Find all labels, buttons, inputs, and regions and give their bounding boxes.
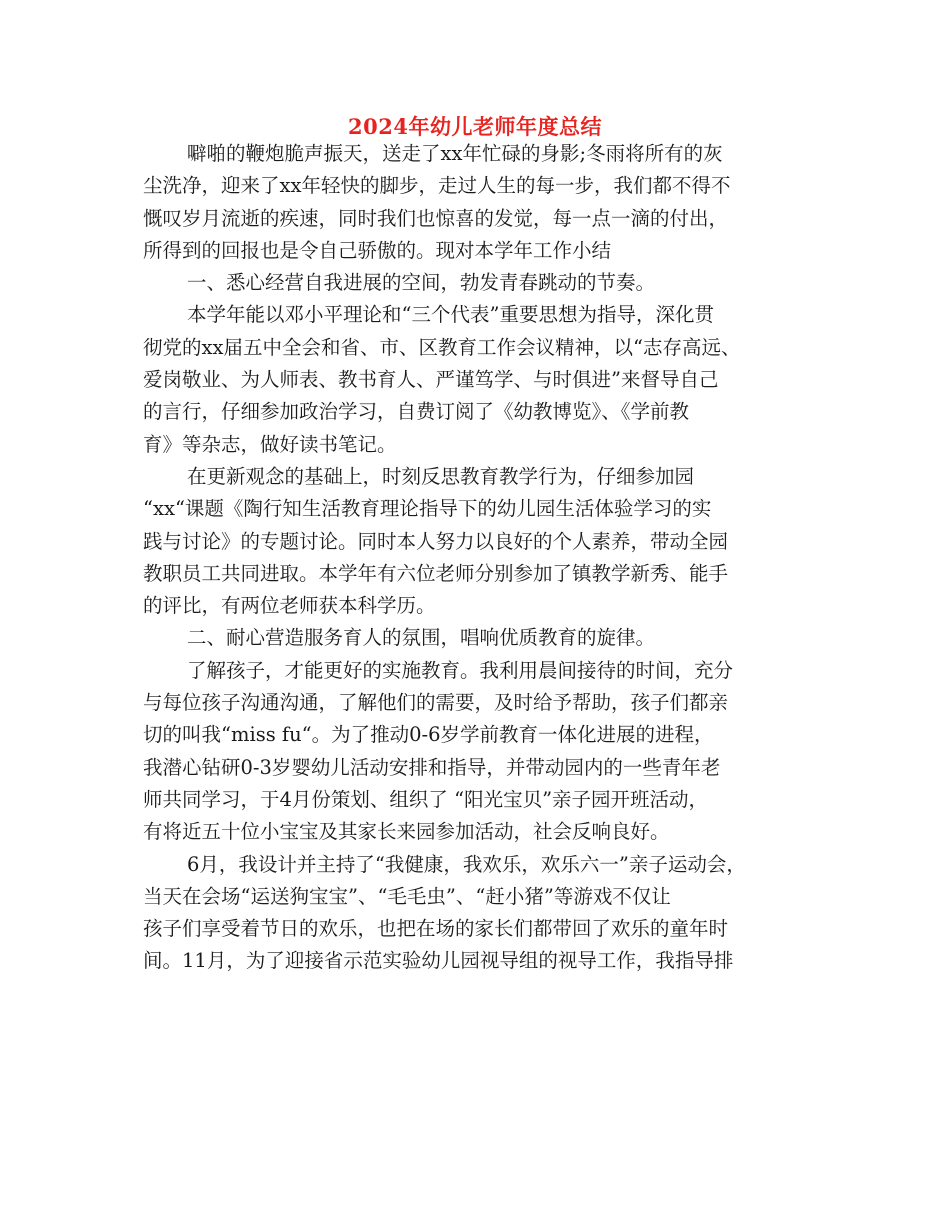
text-line: 教职员工共同进取。本学年有六位老师分别参加了镇教学新秀、能手 (143, 561, 729, 585)
text-line: 彻党的xx届五中全会和省、市、区教育工作会议精神，以“志存高远、 (143, 335, 741, 359)
text-line: 爱岗敬业、为人师表、教书育人、严谨笃学、与时俱进”来督导自己 (143, 368, 719, 392)
text-line: 6月，我设计并主持了“我健康，我欢乐，欢乐六一”亲子运动会， (187, 852, 746, 876)
text-line: 的评比，有两位老师获本科学历。 (143, 594, 436, 618)
text-line: 噼啪的鞭炮脆声振天，送走了xx年忙碌的身影;冬雨将所有的灰 (187, 142, 723, 165)
text-line: 尘洗净，迎来了xx年轻快的脚步，走过人生的每一步，我们都不得不 (143, 174, 731, 198)
text-line: 孩子们享受着节日的欢乐，也把在场的家长们都带回了欢乐的童年时 (143, 917, 729, 941)
text-line: 慨叹岁月流逝的疾速，同时我们也惊喜的发觉，每一点一滴的付出， (143, 206, 729, 230)
text-line: 所得到的回报也是令自己骄傲的。现对本学年工作小结 (143, 238, 612, 262)
document-body (143, 138, 808, 978)
text-line: 在更新观念的基础上，时刻反思教育教学行为，仔细参加园 (187, 464, 695, 488)
text-line: 二、耐心营造服务育人的氛围，唱响优质教育的旋律。 (187, 626, 656, 650)
text-line: 本学年能以邓小平理论和“三个代表”重要思想为指导，深化贯 (187, 303, 714, 327)
text-line: 的言行，仔细参加政治学习，自费订阅了《幼教博览》、《学前教 (143, 400, 690, 424)
document-title: 2024年幼儿老师年度总结 (348, 114, 602, 139)
text-line: 有将近五十位小宝宝及其家长来园参加活动，社会反响良好。 (143, 820, 670, 844)
text-line: 切的叫我“miss fu“。为了推动0-6岁学前教育一体化进展的进程， (143, 723, 714, 747)
text-line: 育》等杂志，做好读书笔记。 (143, 432, 397, 456)
text-line: 间。11月，为了迎接省示范实验幼儿园视导组的视导工作，我指导排 (143, 949, 734, 973)
text-line: 与每位孩子沟通沟通，了解他们的需要，及时给予帮助，孩子们都亲 (143, 691, 729, 715)
text-line: 我潜心钻研0-3岁婴幼儿活动安排和指导，并带动园内的一些青年老 (143, 755, 721, 779)
text-line: 一、悉心经营自我进展的空间，勃发青春跳动的节奏。 (187, 271, 656, 295)
text-line: 师共同学习，于4月份策划、组织了 “阳光宝贝”亲子园开班活动， (143, 787, 709, 811)
text-line: “xx“课题《陶行知生活教育理论指导下的幼儿园生活体验学习的实 (143, 497, 712, 521)
text-line: 了解孩子，才能更好的实施教育。我利用晨间接待的时间，充分 (187, 658, 734, 682)
text-line: 当天在会场“运送狗宝宝”、“毛毛虫”、“赶小猪”等游戏不仅让 (143, 884, 671, 908)
text-line: 践与讨论》的专题讨论。同时本人努力以良好的个人素养，带动全园 (143, 529, 729, 553)
